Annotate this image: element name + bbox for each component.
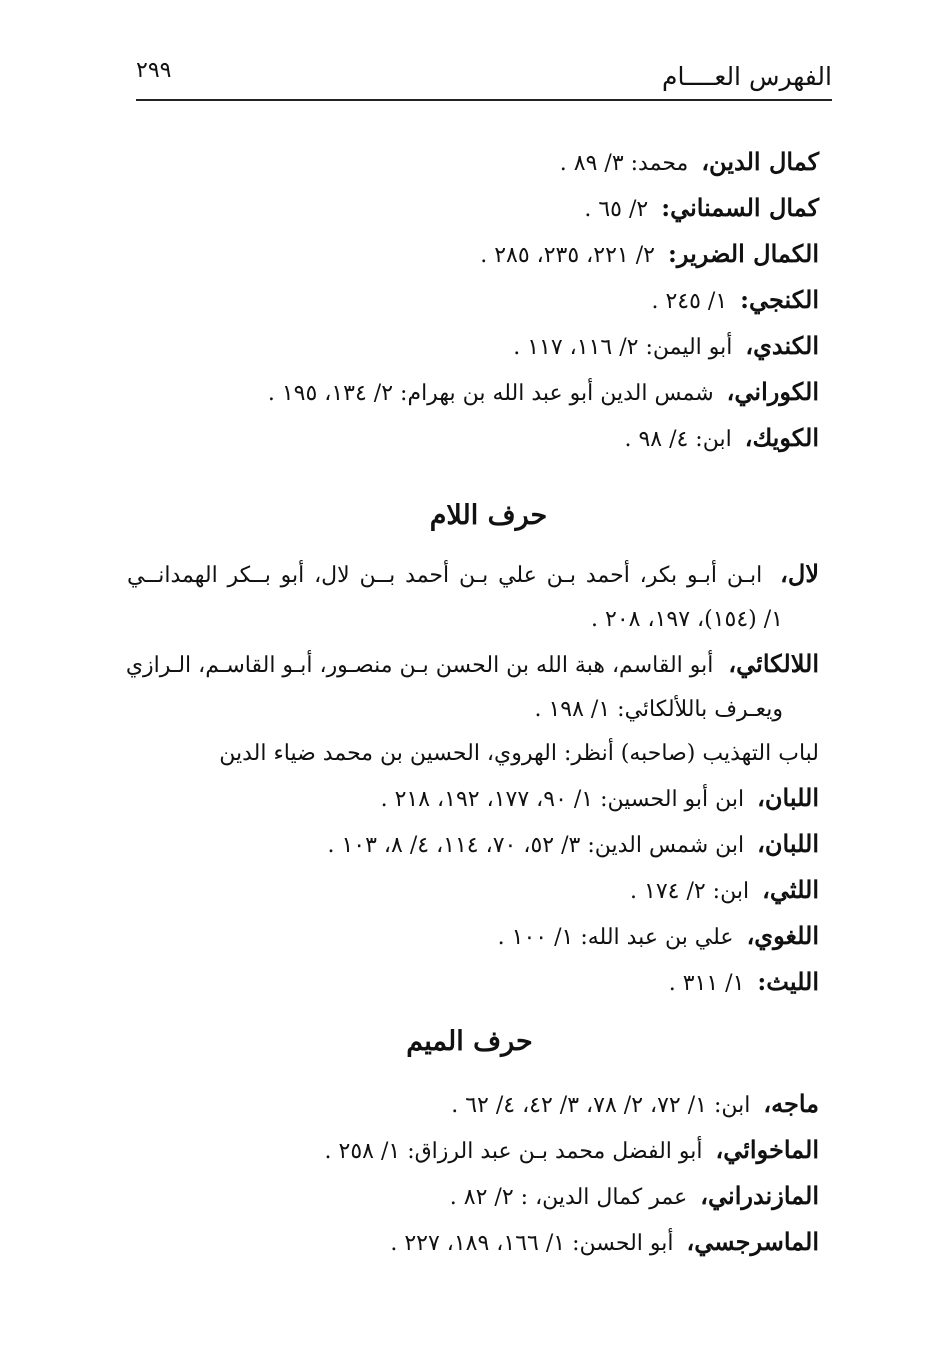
index-entry <box>127 642 819 688</box>
entry-name: اللبان، <box>757 783 819 812</box>
entry-detail: ابن أبو الحسين: ١/ ٩٠، ١٧٧، ١٩٢، ٢١٨ . <box>380 787 745 812</box>
entry-detail: ١/ ٢٤٥ . <box>651 289 728 314</box>
entry-detail: علي بن عبد الله: ١/ ١٠٠ . <box>497 925 734 950</box>
index-entry <box>127 960 819 1006</box>
index-entry <box>99 1082 819 1128</box>
entry-name: الكندي، <box>745 331 819 360</box>
entry-name: اللغوي، <box>746 921 819 950</box>
entry-detail: ١/ ٣١١ . <box>668 971 745 996</box>
entry-name: الكمال الضرير: <box>667 239 819 268</box>
index-entry <box>127 776 819 822</box>
entry-name: الكوراني، <box>726 377 819 406</box>
index-entry <box>127 822 819 868</box>
index-entry <box>99 1174 819 1220</box>
entry-detail: محمد: ٣/ ٨٩ . <box>559 151 689 176</box>
index-entry <box>99 140 819 186</box>
entry-detail: أبو القاسم، هبة الله بن الحسن بـن منصـور، أبـو القاسـم، الـرازي <box>125 653 714 678</box>
section-heading-mim: حرف الميم <box>406 1026 533 1057</box>
index-entry <box>127 732 819 776</box>
index-entry <box>99 186 819 232</box>
index-section-mim <box>99 1082 819 1266</box>
index-entry <box>99 1220 819 1266</box>
index-entry <box>99 370 819 416</box>
entry-detail: ٢/ ٦٥ . <box>584 197 649 222</box>
entry-detail: أبو الفضل محمد بـن عبد الرزاق: ١/ ٢٥٨ . <box>324 1139 703 1164</box>
entry-detail: ويعـرف باللألكائي: ١/ ١٩٨ . <box>534 697 783 722</box>
entry-detail: ابن: ١/ ٧٢، ٢/ ٧٨، ٣/ ٤٢، ٤/ ٦٢ . <box>451 1093 751 1118</box>
index-entry <box>99 278 819 324</box>
entry-name: الماسرجسي، <box>686 1227 819 1256</box>
index-entry-continuation <box>127 598 819 642</box>
index-entry <box>127 552 819 598</box>
index-entry-continuation <box>127 688 819 732</box>
entry-detail: عمر كمال الدين، : ٢/ ٨٢ . <box>449 1185 688 1210</box>
entry-detail: ٢/ ٢٢١، ٢٣٥، ٢٨٥ . <box>480 243 655 268</box>
entry-detail: أبو الحسن: ١/ ١٦٦، ١٨٩، ٢٢٧ . <box>390 1231 674 1256</box>
entry-name: كمال السمناني: <box>661 193 819 222</box>
entry-name: الليث: <box>757 967 819 996</box>
entry-name: الكويك، <box>744 423 819 452</box>
page-number: ٢٩٩ <box>136 58 172 83</box>
running-header <box>136 52 832 98</box>
entry-name: الكنجي: <box>740 285 819 314</box>
header-rule <box>136 99 832 101</box>
entry-detail: ابن: ٢/ ١٧٤ . <box>630 879 750 904</box>
entry-detail: ١/ (١٥٤)، ١٩٧، ٢٠٨ . <box>591 607 783 632</box>
index-entry <box>99 416 819 462</box>
entry-name: اللالكائي، <box>728 649 819 678</box>
index-entry <box>99 1128 819 1174</box>
entry-detail: ابن: ٤/ ٩٨ . <box>624 427 732 452</box>
entry-name: اللثي، <box>762 875 819 904</box>
header-title: الفهرس العــــام <box>661 62 832 91</box>
entry-name: كمال الدين، <box>701 147 819 176</box>
entry-detail: أبو اليمن: ٢/ ١١٦، ١١٧ . <box>513 335 733 360</box>
index-entry <box>99 232 819 278</box>
index-entry <box>127 868 819 914</box>
entry-detail: لباب التهذيب (صاحبه) أنظر: الهروي، الحسين بن محمد ضياء الدين <box>219 741 819 766</box>
index-entry <box>127 914 819 960</box>
index-section-lam <box>127 552 819 1006</box>
entry-detail: شمس الدين أبو عبد الله بن بهرام: ٢/ ١٣٤، ١٩٥ . <box>267 381 714 406</box>
section-heading-lam: حرف اللام <box>429 500 548 531</box>
entry-name: المازندراني، <box>700 1181 819 1210</box>
entry-name: الماخوائي، <box>715 1135 819 1164</box>
entry-detail: ابـن أبـو بكر، أحمد بـن علي بـن أحمد بــن لال، أبو بــكر الهمدانــي <box>127 563 763 588</box>
entry-name: اللبان، <box>757 829 819 858</box>
index-section-kaf <box>99 140 819 462</box>
entry-name: ماجه، <box>763 1089 819 1118</box>
entry-name: لال، <box>780 559 820 588</box>
index-entry <box>99 324 819 370</box>
entry-detail: ابن شمس الدين: ٣/ ٥٢، ٧٠، ١١٤، ٤/ ٨، ١٠٣ . <box>327 833 745 858</box>
